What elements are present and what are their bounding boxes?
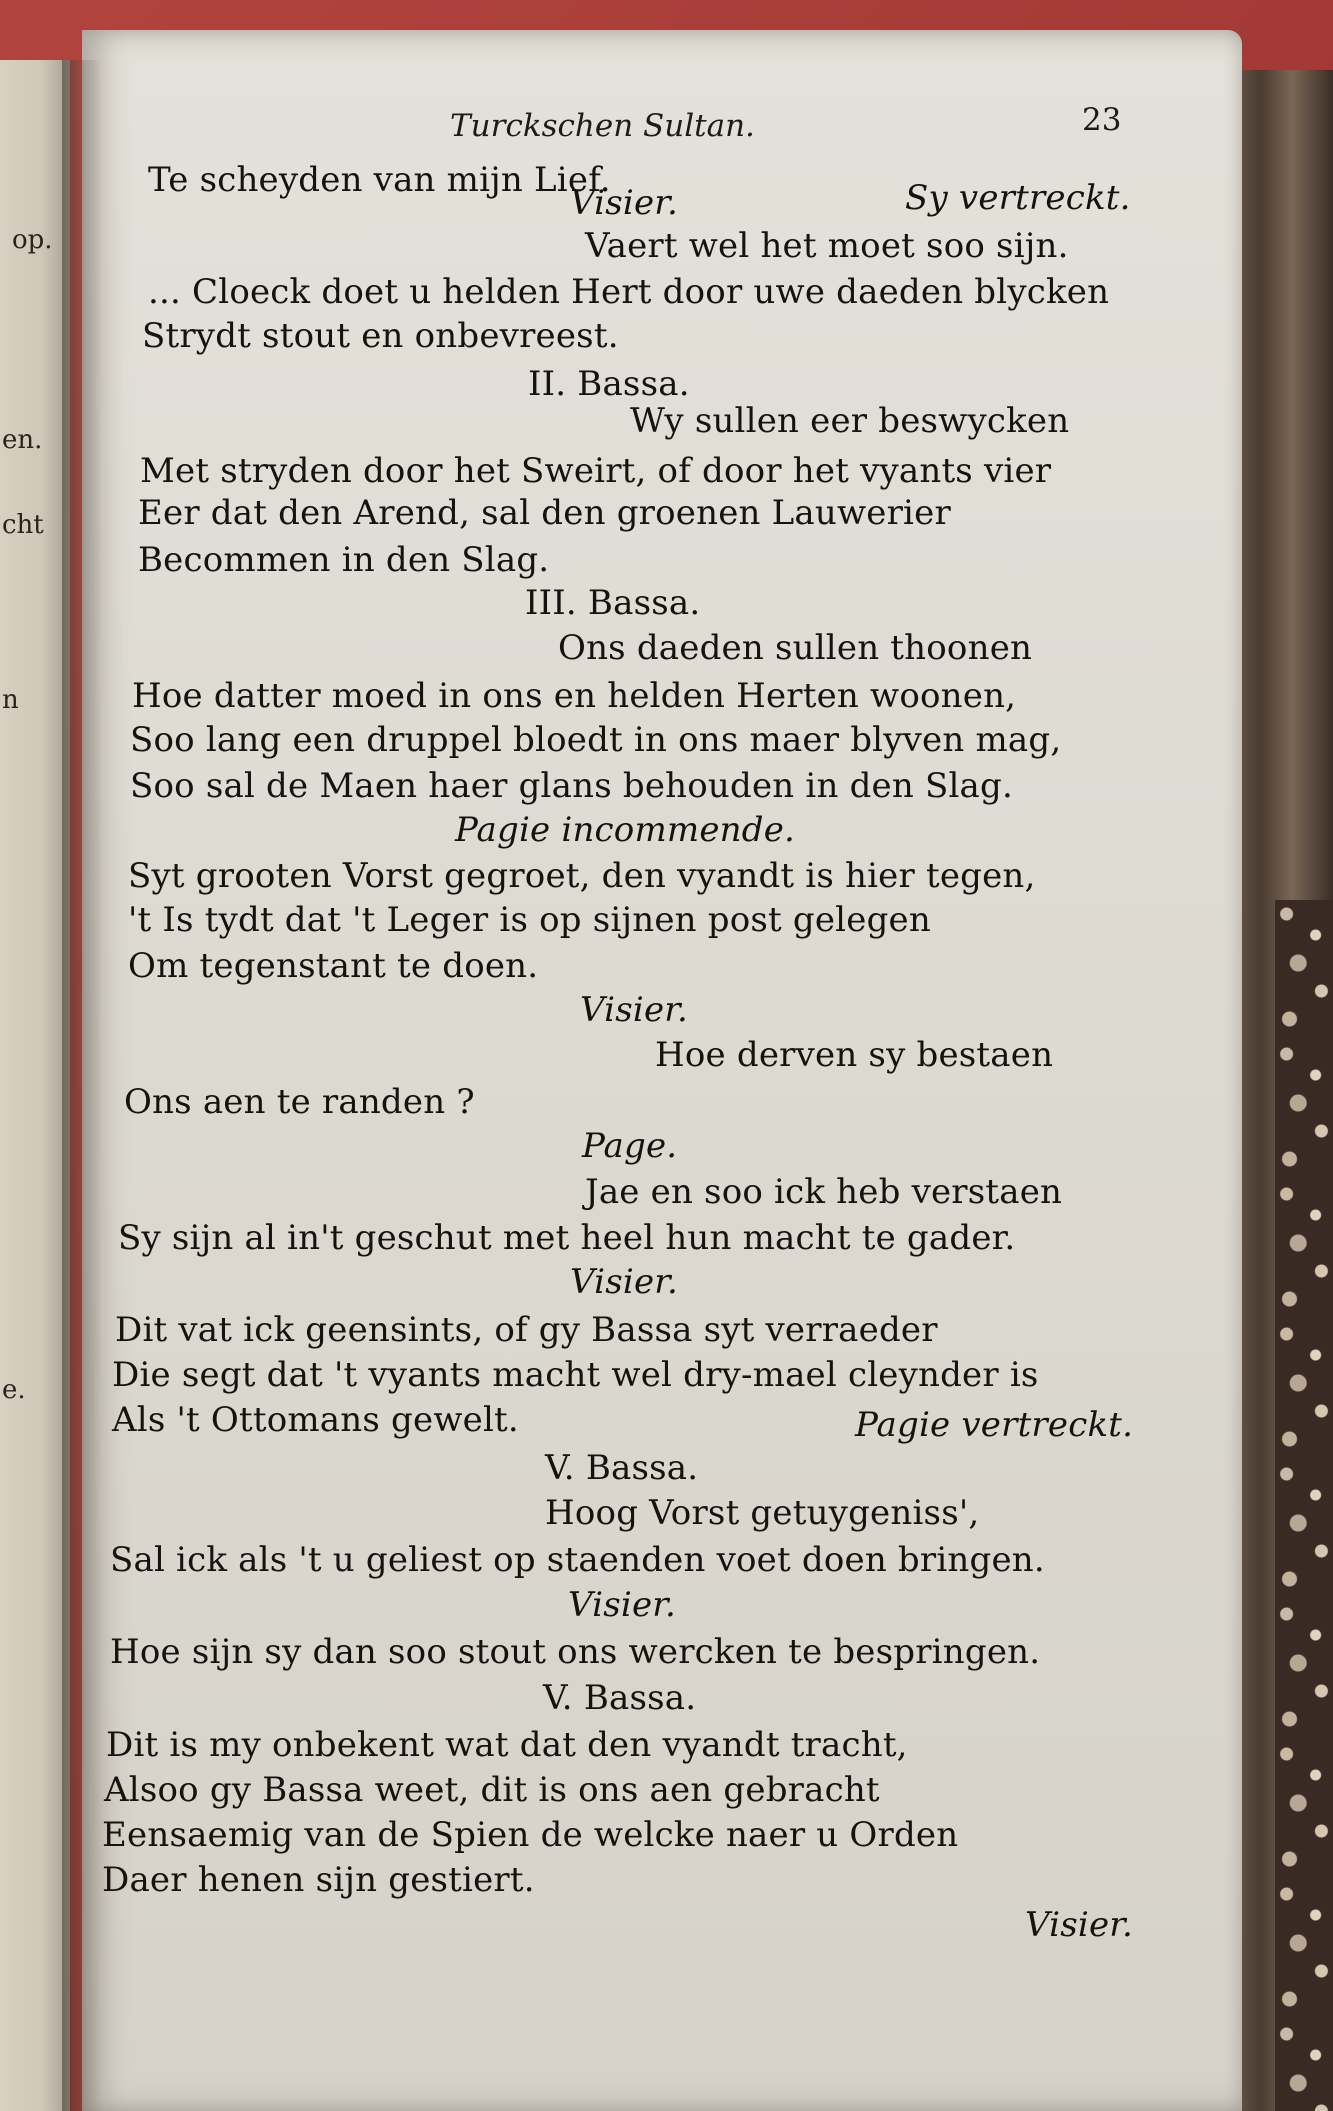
text-line: Daer henen sijn gestiert. — [102, 1860, 535, 1900]
speaker-label: II. Bassa. — [528, 364, 690, 404]
speaker-label: Page. — [582, 1126, 678, 1166]
speaker-label: III. Bassa. — [525, 583, 701, 623]
text-line: 't Is tydt dat 't Leger is op sijnen post gelegen — [128, 900, 931, 940]
speaker-label: Visier. — [568, 1585, 676, 1625]
left-page-fragment: en. — [2, 425, 43, 455]
text-line: ... Cloeck doet u helden Hert door uwe daeden blycken — [148, 272, 1110, 312]
speaker-label: Visier. — [580, 990, 688, 1030]
text-line: Alsoo gy Bassa weet, dit is ons aen gebracht — [104, 1770, 880, 1810]
text-line: Becommen in den Slag. — [138, 540, 550, 580]
text-line: Eensaemig van de Spien de welcke naer u Orden — [102, 1815, 959, 1855]
left-page-fragment: e. — [2, 1375, 26, 1405]
text-line: Hoe sijn sy dan soo stout ons wercken te bespringen. — [110, 1632, 1041, 1672]
text-line: Vaert wel het moet soo sijn. — [585, 226, 1069, 266]
left-page-fragment: n — [2, 685, 19, 715]
speaker-label: V. Bassa. — [545, 1448, 699, 1488]
running-header: Turckschen Sultan. — [450, 108, 755, 144]
stage-direction: Pagie incommende. — [455, 810, 796, 850]
text-line: Jae en soo ick heb verstaen — [585, 1172, 1063, 1212]
speaker-label: Visier. — [570, 183, 678, 223]
text-line: Sal ick als 't u geliest op staenden voet doen bringen. — [110, 1540, 1045, 1580]
speaker-label: Visier. — [570, 1262, 678, 1302]
text-line: Sy sijn al in't geschut met heel hun macht te gader. — [118, 1218, 1016, 1258]
text-line: Hoog Vorst getuygeniss', — [545, 1493, 980, 1533]
text-line: Die segt dat 't vyants macht wel dry-mael cleynder is — [112, 1355, 1039, 1395]
left-page-fragment: op. — [12, 225, 53, 255]
left-page-fragment: cht — [2, 510, 44, 540]
text-line: Hoe derven sy bestaen — [655, 1035, 1054, 1075]
text-line: Strydt stout en onbevreest. — [142, 316, 619, 356]
text-line: Als 't Ottomans gewelt. — [112, 1400, 519, 1440]
text-line: Eer dat den Arend, sal den groenen Lauwerier — [138, 493, 951, 533]
text-line: Te scheyden van mijn Lief. — [148, 160, 611, 200]
text-line: Dit vat ick geensints, of gy Bassa syt verraeder — [115, 1310, 938, 1350]
text-line: Wy sullen eer beswycken — [630, 401, 1070, 441]
marbled-endpaper — [1275, 900, 1333, 2111]
page-number: 23 — [1082, 102, 1122, 138]
text-line: Syt grooten Vorst gegroet, den vyandt is hier tegen, — [128, 856, 1036, 896]
catchword: Visier. — [1025, 1905, 1133, 1945]
text-line: Ons aen te randen ? — [124, 1082, 475, 1122]
stage-direction: Sy vertreckt. — [905, 178, 1131, 218]
text-line: Hoe datter moed in ons en helden Herten woonen, — [132, 676, 1017, 716]
stage-direction: Pagie vertreckt. — [855, 1405, 1134, 1445]
text-line: Met stryden door het Sweirt, of door het vyants vier — [140, 451, 1052, 491]
book-gutter-shadow — [62, 60, 102, 2111]
text-line: Om tegenstant te doen. — [128, 946, 539, 986]
text-line: Dit is my onbekent wat dat den vyandt tracht, — [106, 1725, 908, 1765]
left-page-edge — [0, 60, 70, 2111]
text-line: Soo lang een druppel bloedt in ons maer blyven mag, — [130, 720, 1062, 760]
speaker-label: V. Bassa. — [543, 1678, 697, 1718]
text-line: Soo sal de Maen haer glans behouden in den Slag. — [130, 766, 1013, 806]
text-line: Ons daeden sullen thoonen — [558, 628, 1033, 668]
